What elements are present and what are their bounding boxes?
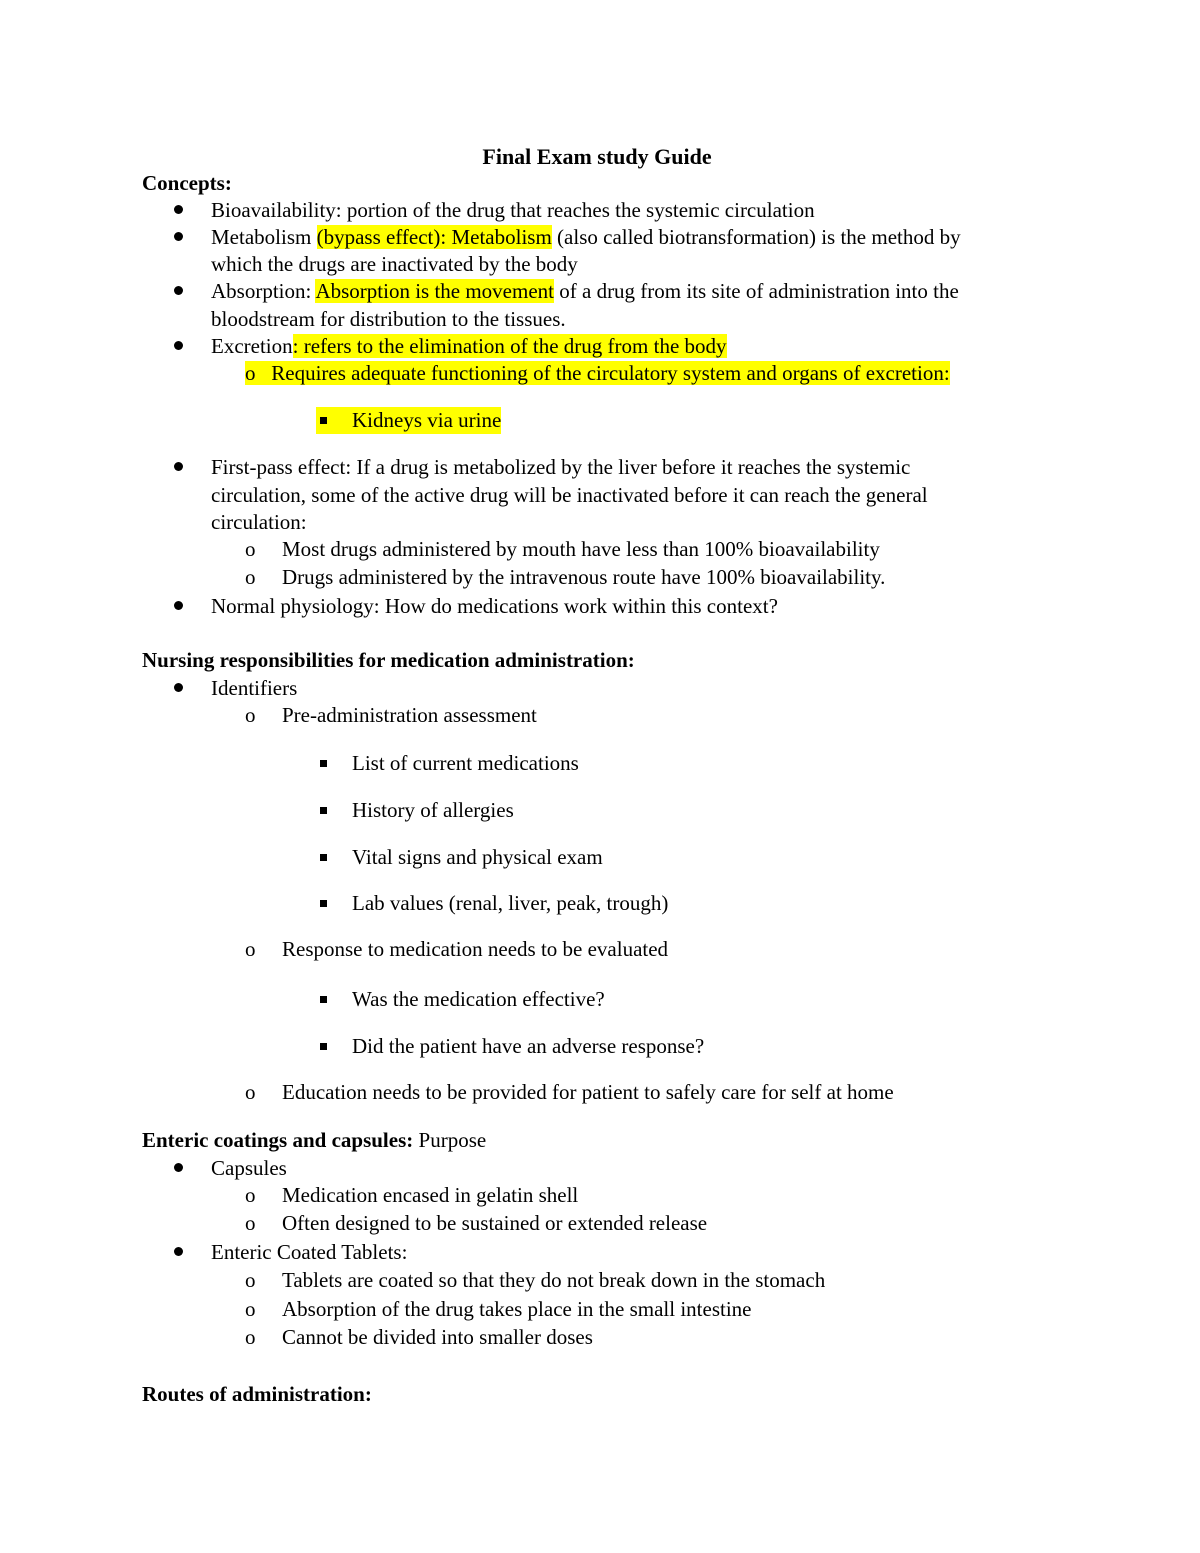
circle-bullet-icon: o xyxy=(245,1297,256,1321)
highlighted-text: o Requires adequate functioning of the circulatory system and organs of excretion: xyxy=(245,361,950,385)
enteric-heading: Enteric coatings and capsules: Purpose xyxy=(142,1128,487,1152)
sub-sub-item: Did the patient have an adverse response? xyxy=(352,1033,704,1060)
square-bullet-icon xyxy=(320,417,327,424)
bullet-icon xyxy=(174,232,183,241)
square-bullet-icon xyxy=(320,807,327,814)
sub-item: o Tablets are coated so that they do not break down in the stomach xyxy=(245,1268,826,1292)
sub-item: o Absorption of the drug takes place in the small intestine xyxy=(245,1297,752,1321)
circle-bullet-icon: o xyxy=(245,1268,256,1292)
square-bullet-icon xyxy=(320,760,327,767)
sub-sub-item: Vital signs and physical exam xyxy=(352,844,603,871)
list-item-identifiers: Identifiers xyxy=(211,675,297,702)
bullet-icon xyxy=(174,1247,183,1256)
square-bullet-icon xyxy=(320,996,327,1003)
nursing-heading: Nursing responsibilities for medication administration: xyxy=(142,648,635,672)
highlighted-text: : refers to the elimination of the drug from the body xyxy=(292,334,727,358)
highlighted-text: (bypass effect): Metabolism xyxy=(316,225,552,249)
sub-item: o Cannot be divided into smaller doses xyxy=(245,1325,593,1349)
highlighted-text: Absorption is the movement xyxy=(315,279,554,303)
sub-item-response: o Response to medication needs to be evaluated xyxy=(245,937,669,961)
list-item-metabolism: Metabolism (bypass effect): Metabolism (also called biotransformation) is the method by xyxy=(211,224,961,251)
sub-item-pre-administration: o Pre-administration assessment xyxy=(245,703,537,727)
bullet-icon xyxy=(174,286,183,295)
sub-sub-item-kidneys xyxy=(316,407,501,434)
bullet-icon xyxy=(174,341,183,350)
routes-heading: Routes of administration: xyxy=(142,1382,372,1406)
list-item-continuation: circulation, some of the active drug will be inactivated before it can reach the general xyxy=(211,483,928,507)
bullet-icon xyxy=(174,205,183,214)
circle-bullet-icon: o xyxy=(245,937,256,961)
list-item-first-pass: First-pass effect: If a drug is metabolized by the liver before it reaches the systemic xyxy=(211,454,910,481)
list-item-continuation: circulation: xyxy=(211,510,307,534)
list-item-continuation: which the drugs are inactivated by the body xyxy=(211,252,578,276)
list-item-bioavailability: Bioavailability: portion of the drug that reaches the systemic circulation xyxy=(211,197,815,224)
square-bullet-icon xyxy=(320,1043,327,1050)
sub-item: o Most drugs administered by mouth have less than 100% bioavailability xyxy=(245,537,880,561)
page-title: Final Exam study Guide xyxy=(482,144,712,169)
sub-item-excretion-requirement xyxy=(245,360,950,387)
list-item-continuation: bloodstream for distribution to the tissues. xyxy=(211,307,566,331)
list-item-normal-physiology: Normal physiology: How do medications work within this context? xyxy=(211,593,778,620)
bullet-icon xyxy=(174,601,183,610)
circle-bullet-icon: o xyxy=(245,361,256,385)
circle-bullet-icon: o xyxy=(245,565,256,589)
sub-item: o Drugs administered by the intravenous route have 100% bioavailability. xyxy=(245,565,886,589)
sub-item: o Often designed to be sustained or extended release xyxy=(245,1211,708,1235)
sub-sub-item: Lab values (renal, liver, peak, trough) xyxy=(352,890,668,917)
highlighted-text: Kidneys via urine xyxy=(316,407,501,434)
square-bullet-icon xyxy=(320,854,327,861)
circle-bullet-icon: o xyxy=(245,1211,256,1235)
list-item-capsules: Capsules xyxy=(211,1155,287,1182)
square-bullet-icon xyxy=(320,900,327,907)
circle-bullet-icon: o xyxy=(245,1183,256,1207)
bullet-icon xyxy=(174,462,183,471)
circle-bullet-icon: o xyxy=(245,537,256,561)
sub-sub-item: History of allergies xyxy=(352,797,514,824)
bullet-icon xyxy=(174,1163,183,1172)
circle-bullet-icon: o xyxy=(245,1325,256,1349)
list-item-enteric-tablets: Enteric Coated Tablets: xyxy=(211,1239,407,1266)
list-item-absorption: Absorption: Absorption is the movement of a drug from its site of administration into the xyxy=(211,278,959,305)
list-item-excretion: Excretion: refers to the elimination of the drug from the body xyxy=(211,333,727,360)
sub-item: o Medication encased in gelatin shell xyxy=(245,1183,579,1207)
circle-bullet-icon: o xyxy=(245,703,256,727)
sub-item-education: o Education needs to be provided for patient to safely care for self at home xyxy=(245,1080,894,1104)
sub-sub-item: List of current medications xyxy=(352,750,579,777)
circle-bullet-icon: o xyxy=(245,1080,256,1104)
bullet-icon xyxy=(174,683,183,692)
sub-sub-item: Was the medication effective? xyxy=(352,986,605,1013)
concepts-heading: Concepts: xyxy=(142,171,232,195)
